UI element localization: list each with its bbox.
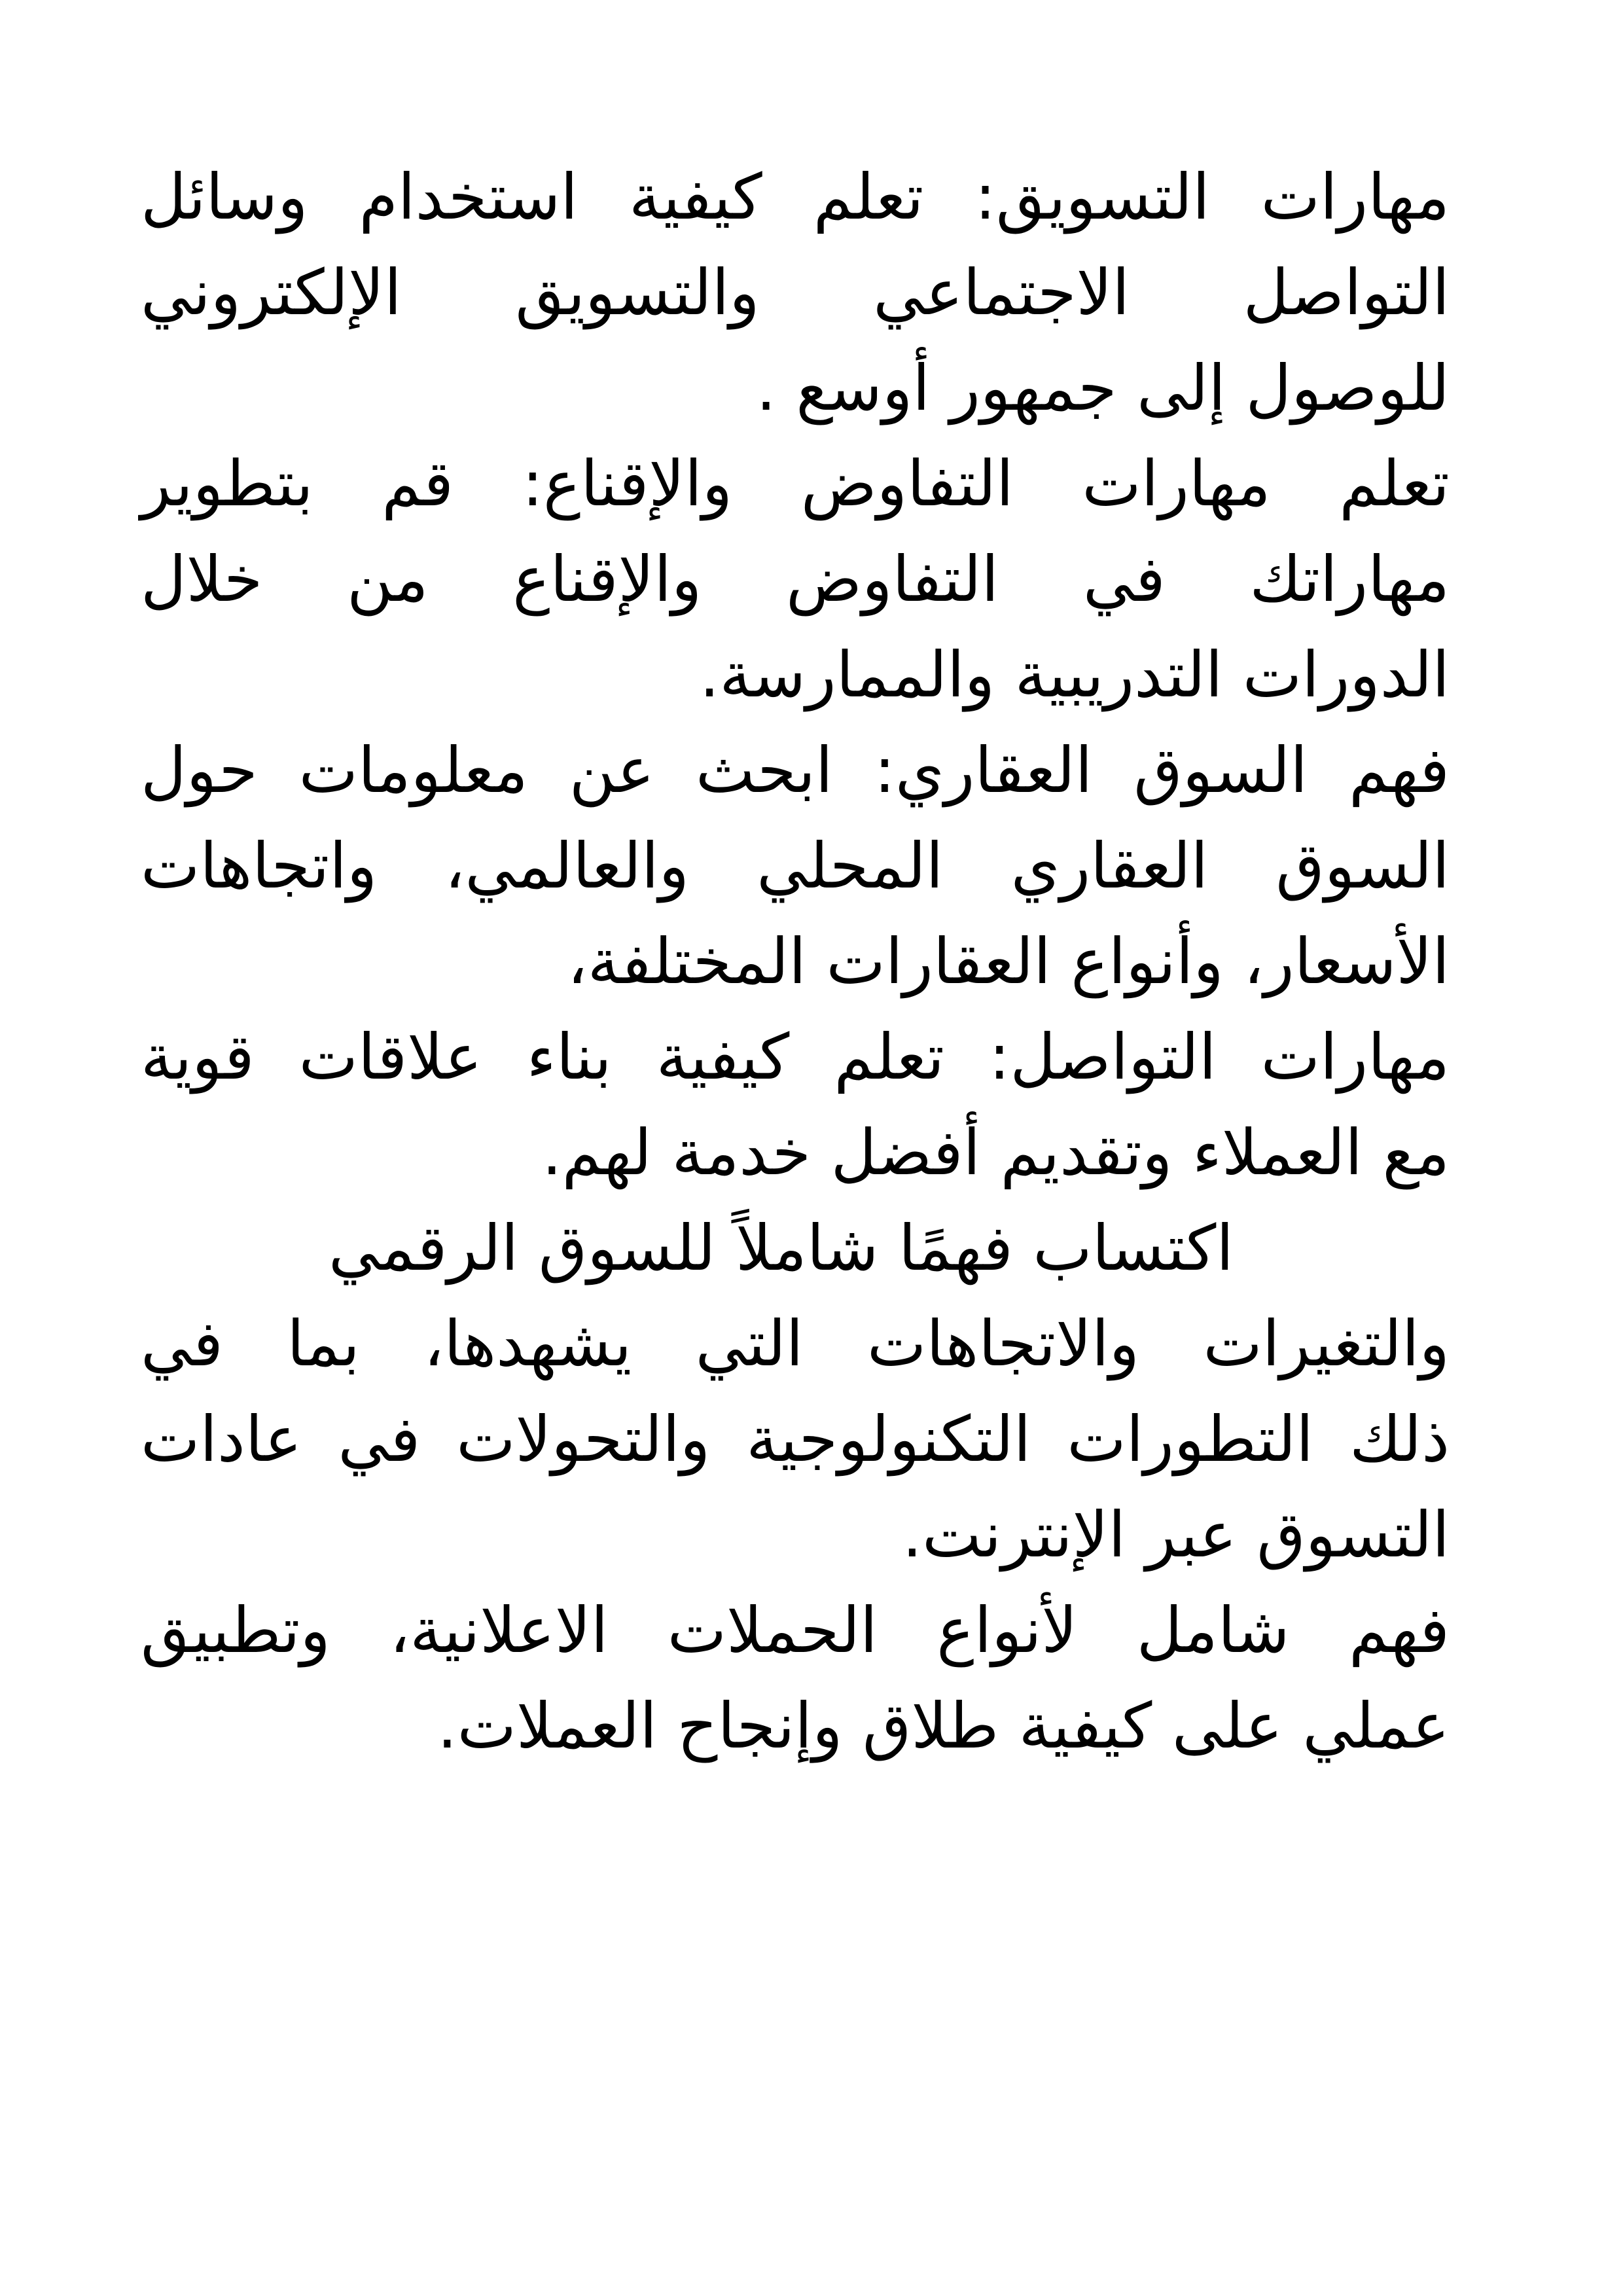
text-line: عملي على كيفية طلاق وإنجاح العملات.	[437, 1689, 1450, 1763]
text-line: فهم شامل لأنواع الحملات الاعلانية، وتطبيق	[141, 1594, 1450, 1667]
text-line: والتغيرات والاتجاهات التي يشهدها، بما في	[141, 1307, 1450, 1380]
text-line: مهارات التسويق: تعلم كيفية استخدام وسائل	[141, 160, 1450, 234]
text-line: الدورات التدريبية والممارسة.	[699, 638, 1450, 711]
text-line: التواصل الاجتماعي والتسويق الإلكتروني	[141, 256, 1450, 329]
text-line: اكتساب فهمًا شاملاً للسوق الرقمي	[329, 1211, 1234, 1285]
text-line: مع العملاء وتقديم أفضل خدمة لهم.	[542, 1116, 1450, 1189]
text-line: الأسعار، وأنواع العقارات المختلفة،	[567, 925, 1450, 998]
body-text	[141, 149, 1450, 1774]
text-line: التسوق عبر الإنترنت.	[902, 1498, 1450, 1571]
text-line: فهم السوق العقاري: ابحث عن معلومات حول	[141, 734, 1450, 807]
text-line: مهاراتك في التفاوض والإقناع من خلال	[141, 543, 1450, 616]
text-line: تعلم مهارات التفاوض والإقناع: قم بتطوير	[141, 447, 1450, 520]
text-line: مهارات التواصل: تعلم كيفية بناء علاقات قوية	[141, 1020, 1450, 1094]
text-line: ذلك التطورات التكنولوجية والتحولات في عادات	[141, 1403, 1450, 1476]
text-line: السوق العقاري المحلي والعالمي، واتجاهات	[141, 829, 1450, 903]
text-line: للوصول إلى جمهور أوسع .	[756, 351, 1450, 425]
